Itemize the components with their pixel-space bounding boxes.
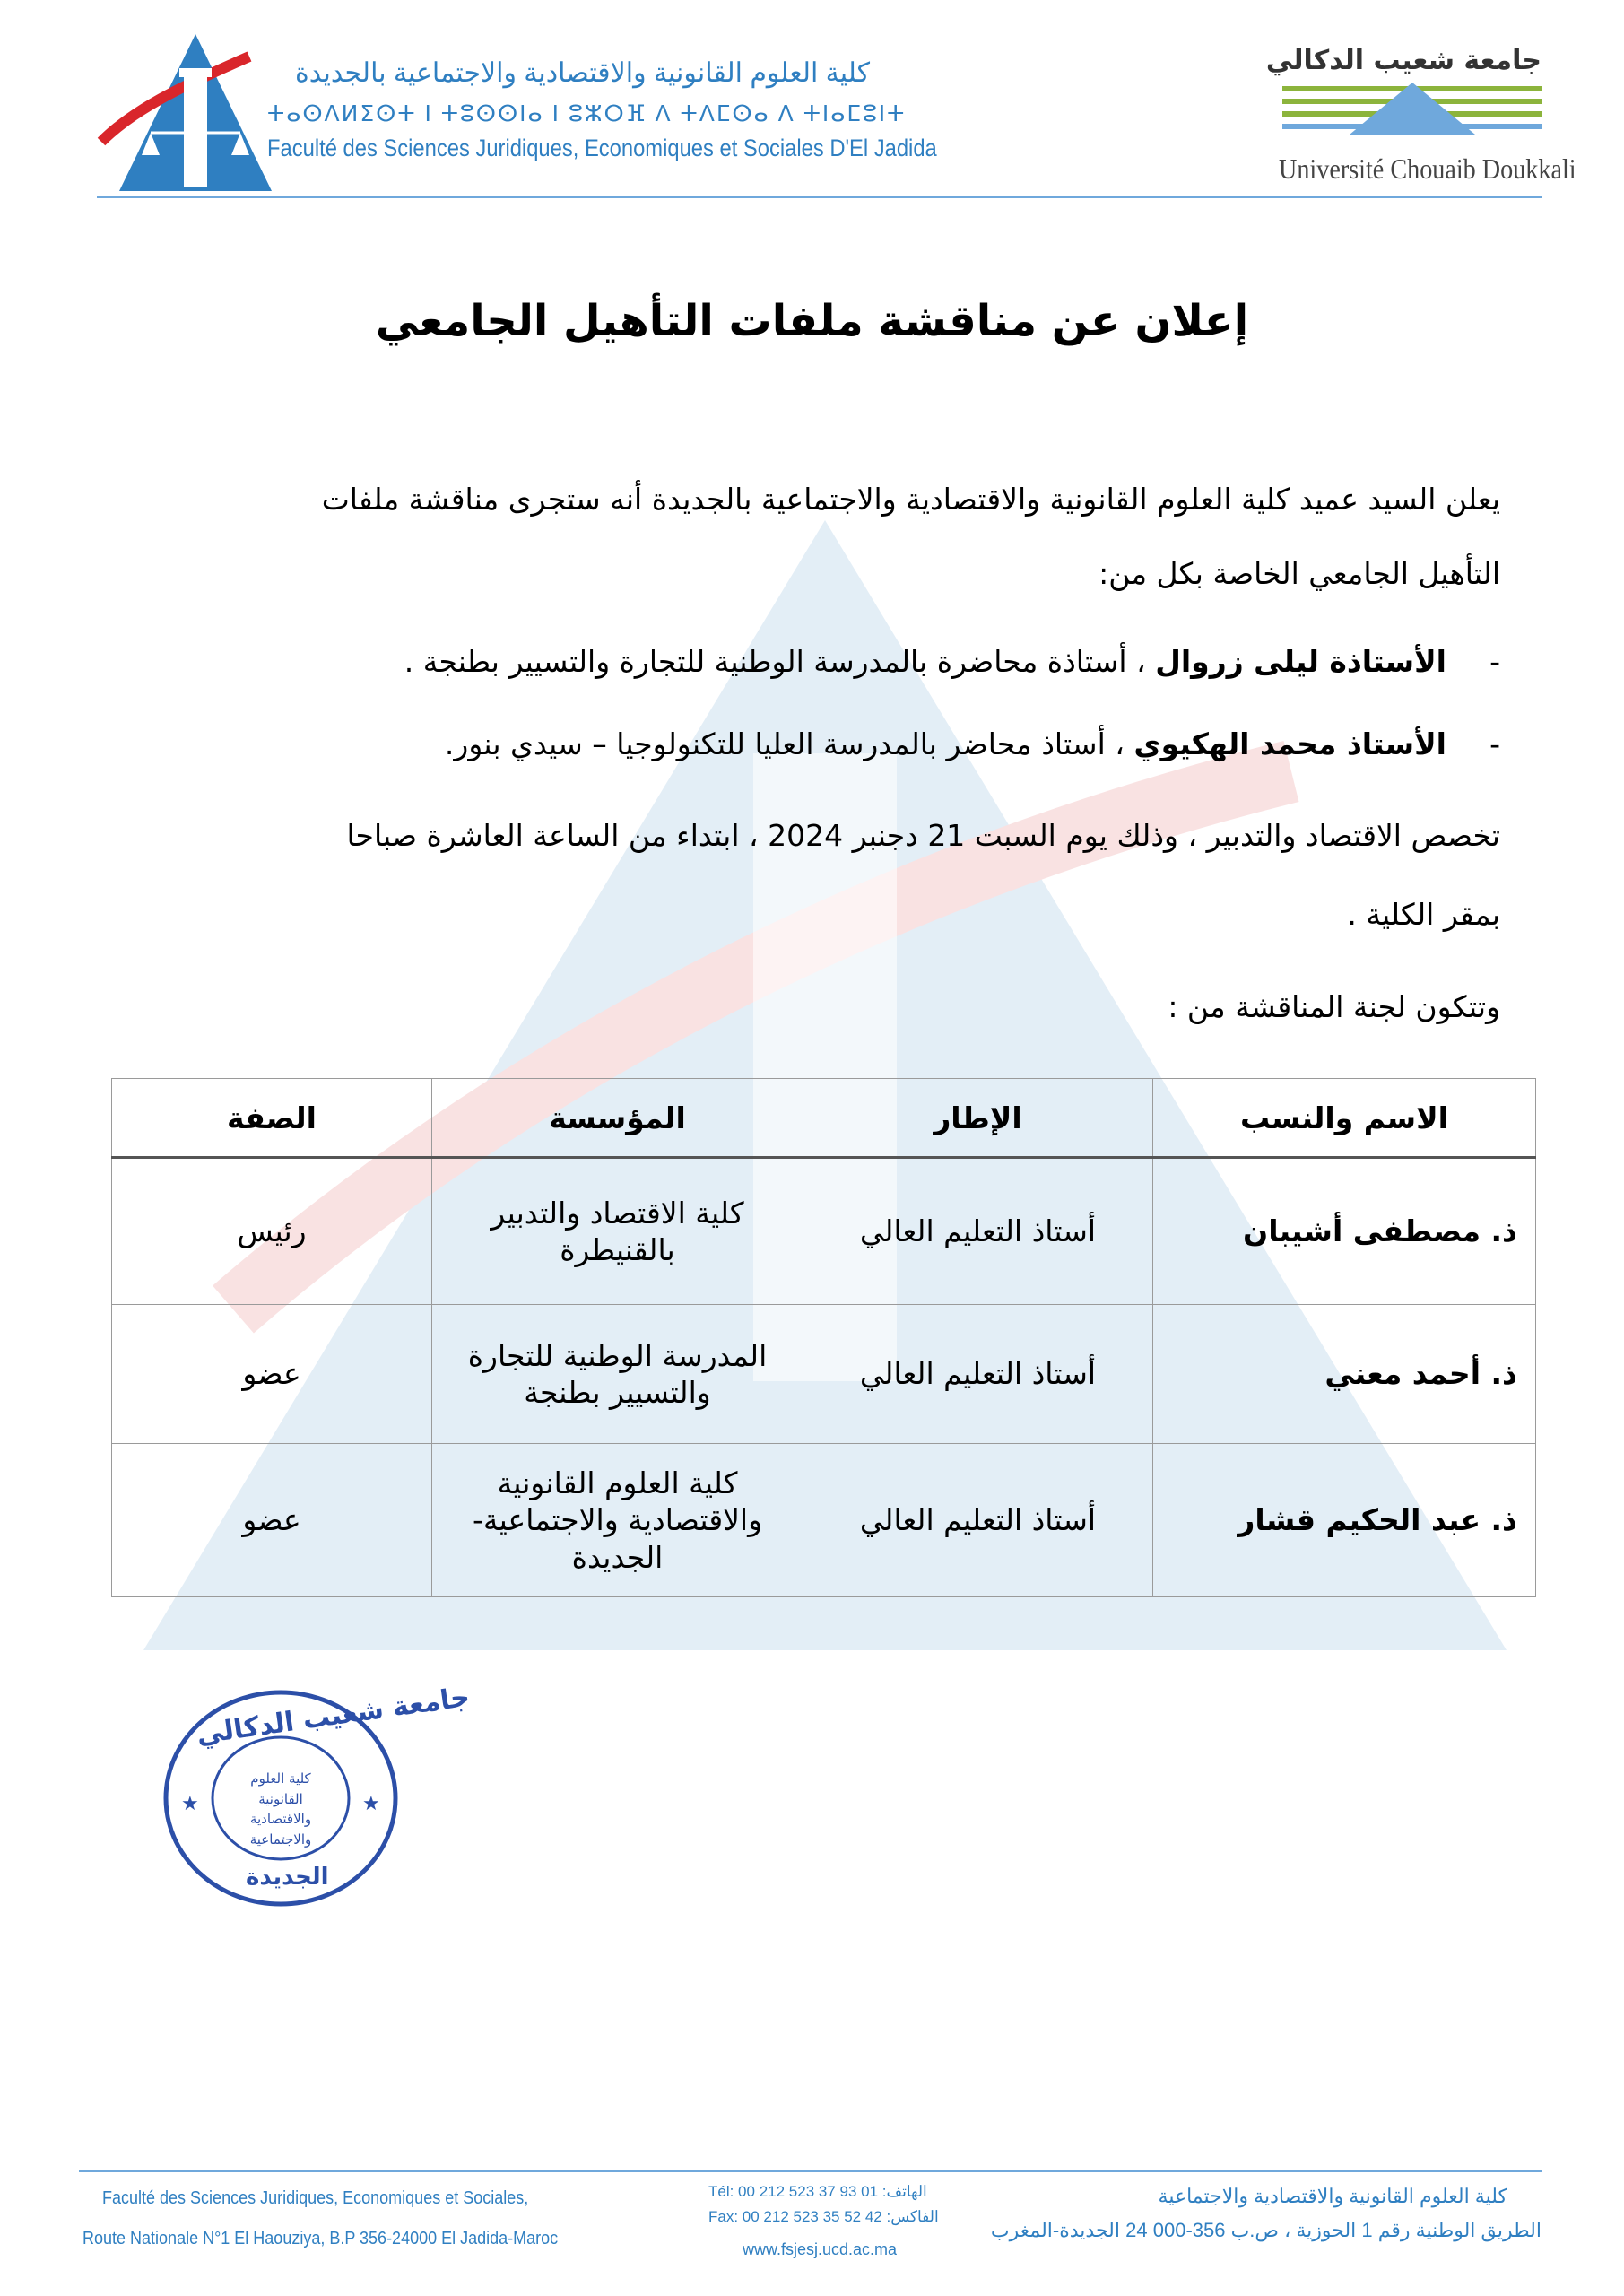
header-institution: المؤسسة	[432, 1079, 803, 1158]
member-role: رئيس	[112, 1158, 432, 1305]
footer-phone: Tél: 00 212 523 37 93 01 :الهاتف	[708, 2183, 927, 2200]
jury-intro: وتتكون لجنة المناقشة من :	[1168, 989, 1500, 1024]
stamp-bottom-text: الجديدة	[246, 1864, 329, 1891]
candidate-name: الأستاذة ليلى زروال	[1155, 644, 1446, 679]
member-role: عضو	[112, 1444, 432, 1597]
footer-fax: Fax: 00 212 523 35 52 42 :الفاكس	[708, 2208, 939, 2225]
candidate-item	[445, 726, 1500, 761]
stamp-outer-text: جامعة شعيب الدكالي	[195, 1681, 473, 1752]
footer-address-french: Route Nationale N°1 El Haouziya, B.P 356-24000 El Jadida-Maroc	[83, 2229, 559, 2248]
member-institution: كلية العلوم القانونية والاقتصادية والاجتماعية-الجديدة	[432, 1444, 803, 1597]
candidate-name: الأستاذ محمد الهكيوي	[1133, 726, 1446, 761]
footer-website-link[interactable]: www.fsjesj.ucd.ac.ma	[743, 2240, 898, 2258]
member-rank: أستاذ التعليم العالي	[803, 1158, 1153, 1305]
stamp-inner-text: كلية العلوم القانونية والاقتصادية والاجتماعية	[249, 1770, 312, 1848]
header-rank: الإطار	[803, 1079, 1153, 1158]
university-emblem	[1282, 79, 1542, 142]
candidate-detail: ، أستاذ محاضر بالمدرسة العليا للتكنولوجيا – سيدي بنور.	[444, 726, 1134, 761]
table-row	[112, 1158, 1536, 1305]
member-name: ذ. عبد الحكيم قشار	[1153, 1444, 1536, 1597]
faculty-name-tifinagh: ⵜⴰⵙⴷⵍⵉⵙⵜ ⵏ ⵜⵓⵙⵙⵏⴰ ⵏ ⵓⵣⵔⴼ ⴷ ⵜⴷⵎⵙⴰ ⴷ ⵜⵏⴰⵎⵓⵏⵜ	[267, 101, 907, 126]
svg-text:★: ★	[181, 1793, 199, 1815]
member-name: ذ. أحمد معني	[1153, 1305, 1536, 1444]
faculty-logo	[97, 25, 276, 196]
university-name-french: Université Chouaib Doukkali	[1279, 152, 1576, 185]
announcement-title: إعلان عن مناقشة ملفات التأهيل الجامعي	[375, 296, 1249, 346]
table-header-row	[112, 1079, 1536, 1158]
header-name: الاسم والنسب	[1153, 1079, 1536, 1158]
faculty-name-french: Faculté des Sciences Juridiques, Economiques et Sociales D'El Jadida	[267, 135, 937, 161]
jury-table	[111, 1078, 1536, 1597]
intro-line-2: التأهيل الجامعي الخاصة بكل من:	[1099, 556, 1500, 591]
member-institution: المدرسة الوطنية للتجارة والتسيير بطنجة	[432, 1305, 803, 1444]
header-divider	[97, 196, 1542, 198]
candidate-item	[404, 644, 1500, 679]
header-role: الصفة	[112, 1079, 432, 1158]
official-stamp	[160, 1681, 473, 1910]
specialty-line-1: تخصص الاقتصاد والتدبير ، وذلك يوم السبت 21 دجنبر 2024 ، ابتداء من الساعة العاشرة صباحا	[346, 818, 1500, 853]
intro-line-1: يعلن السيد عميد كلية العلوم القانونية والاقتصادية والاجتماعية بالجديدة أنه ستجرى مناقشة ملفات	[321, 482, 1500, 517]
bullet-dash: -	[1489, 644, 1500, 679]
footer-faculty-french: Faculté des Sciences Juridiques, Economiques et Sociales,	[102, 2188, 529, 2208]
svg-text:★: ★	[362, 1793, 380, 1815]
footer-address-arabic: الطريق الوطنية رقم 1 الحوزية ، ص.ب 356-000 24 الجديدة-المغرب	[990, 2219, 1541, 2241]
member-name: ذ. مصطفى أشيبان	[1153, 1158, 1536, 1305]
faculty-name-arabic: كلية العلوم القانونية والاقتصادية والاجتماعية بالجديدة	[295, 58, 870, 88]
university-name-arabic: جامعة شعيب الدكالي	[1265, 45, 1541, 76]
member-rank: أستاذ التعليم العالي	[803, 1444, 1153, 1597]
member-rank: أستاذ التعليم العالي	[803, 1305, 1153, 1444]
footer-divider	[79, 2170, 1542, 2172]
table-row	[112, 1305, 1536, 1444]
candidate-detail: ، أستاذة محاضرة بالمدرسة الوطنية للتجارة والتسيير بطنجة .	[404, 644, 1156, 679]
specialty-line-2: بمقر الكلية .	[1347, 897, 1500, 932]
table-row	[112, 1444, 1536, 1597]
member-institution: كلية الاقتصاد والتدبير بالقنيطرة	[432, 1158, 803, 1305]
footer-faculty-arabic: كلية العلوم القانونية والاقتصادية والاجتماعية	[1158, 2185, 1507, 2207]
bullet-dash: -	[1489, 726, 1500, 761]
member-role: عضو	[112, 1305, 432, 1444]
